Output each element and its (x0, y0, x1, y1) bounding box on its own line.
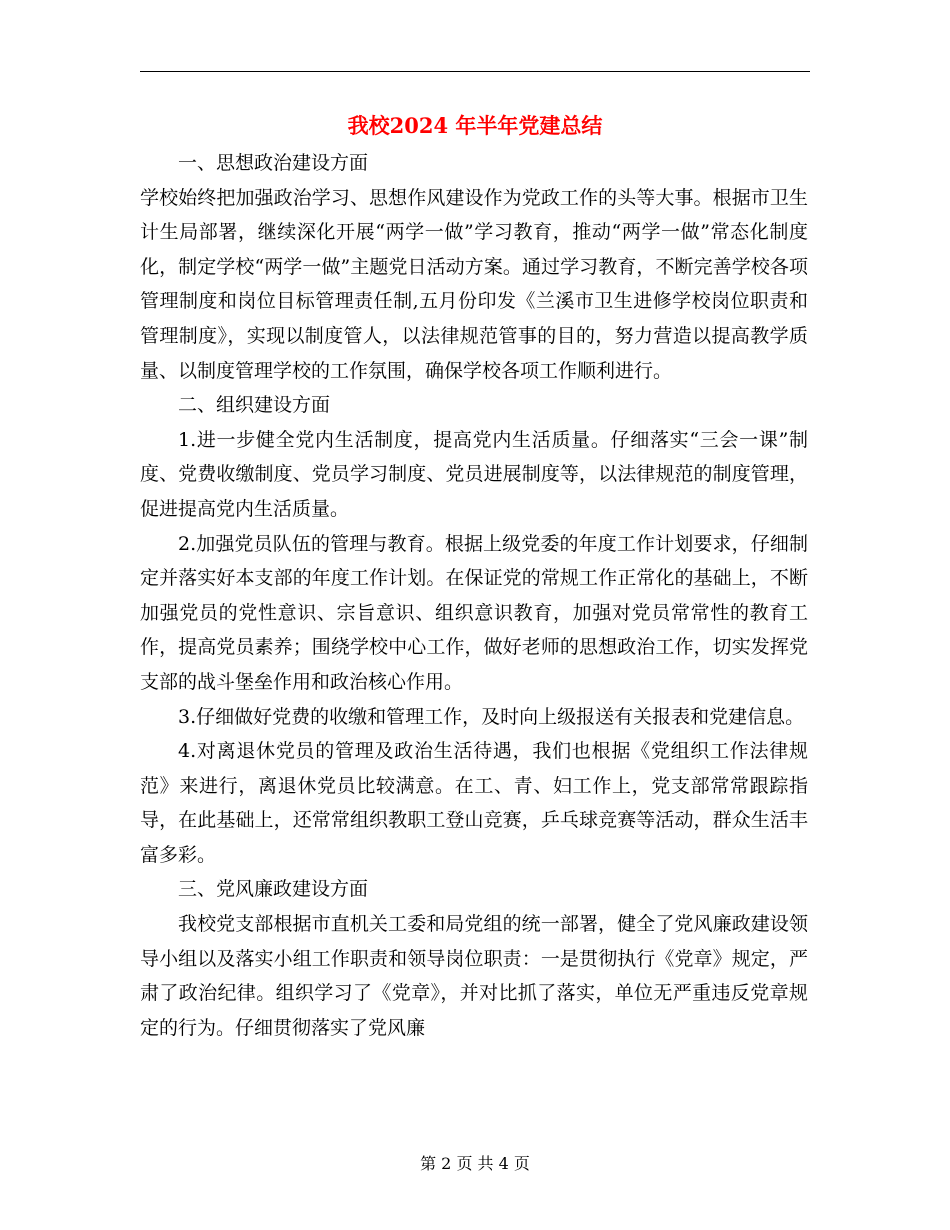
paragraph: 3.仔细做好党费的收缴和管理工作，及时向上级报送有关报表和党建信息。 (178, 705, 805, 728)
paragraph: 1.进一步健全党内生活制度，提高党内生活质量。仔细落实“三会一课”制度、党费收缴制度、党员学习制度、党员进展制度等，以法律规范的制度管理，促进提高党内生活质量。 (140, 428, 808, 520)
paragraph: 学校始终把加强政治学习、思想作风建设作为党政工作的头等大事。根据市卫生计生局部署，继续深化开展“两学一做”学习教育，推动“两学一做”常态化制度化，制定学校“两学一做”主题党日活动方案。通过学习教育，不断完善学校各项管理制度和岗位目标管理责任制,五月份印发《兰溪市卫生进修学校岗位职责和管理制度》，实现以制度管人，以法律规范管事的目的，努力营造以提高教学质量、以制度管理学校的工作氛围，确保学校各项工作顺利进行。 (140, 186, 808, 382)
document-title: 我校2024 年半年党建总结 (347, 113, 603, 138)
paragraph: 4.对离退休党员的管理及政治生活待遇，我们也根据《党组织工作法律规范》来进行，离退休党员比较满意。在工、青、妇工作上，党支部常常跟踪指导，在此基础上，还常常组织教职工登山竞赛，乒乓球竞赛等活动，群众生活丰富多彩。 (140, 740, 808, 866)
page-footer: 第 2 页 共 4 页 (420, 1154, 530, 1173)
section-heading-3: 三、党风廉政建设方面 (178, 878, 369, 901)
document-body (140, 146, 808, 1045)
paragraph: 2.加强党员队伍的管理与教育。根据上级党委的年度工作计划要求，仔细制定并落实好本支部的年度工作计划。在保证党的常规工作正常化的基础上，不断加强党员的党性意识、宗旨意识、组织意识教育，加强对党员常常性的教育工作，提高党员素养；围绕学校中心工作，做好老师的思想政治工作，切实发挥党支部的战斗堡垒作用和政治核心作用。 (140, 532, 808, 693)
section-heading-2: 二、组织建设方面 (178, 394, 331, 417)
section-heading-1: 一、思想政治建设方面 (178, 152, 369, 174)
paragraph: 我校党支部根据市直机关工委和局党组的统一部署，健全了党风廉政建设领导小组以及落实小组工作职责和领导岗位职责：一是贯彻执行《党章》规定，严肃了政治纪律。组织学习了《党章》，并对比抓了落实，单位无严重违反党章规定的行为。仔细贯彻落实了党风廉 (140, 913, 808, 1039)
header-rule (140, 71, 810, 72)
